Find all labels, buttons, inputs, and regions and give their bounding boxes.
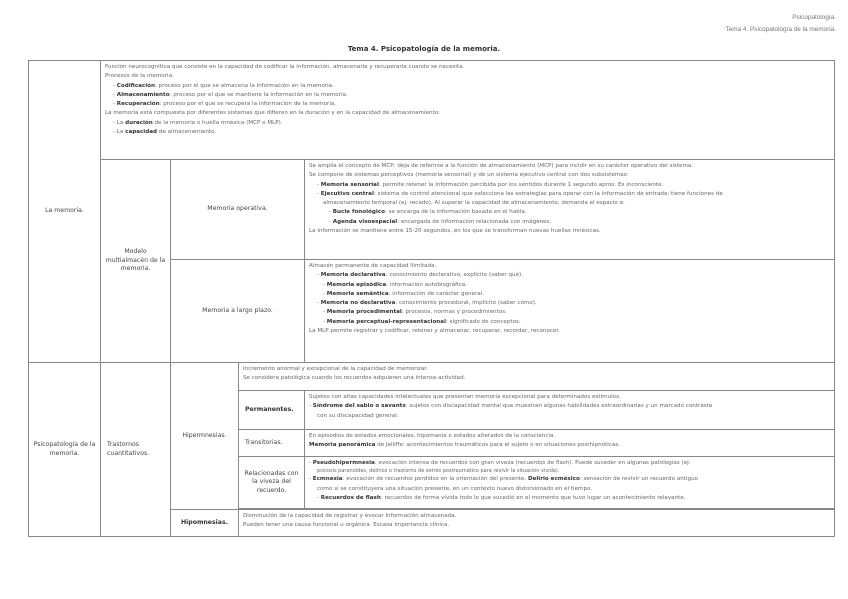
wm-line-1: Se amplía el concepto de MCP: deja de referirse a la función de almacenamiento (MCP) para incidir en su carácter operativo del sistema.	[309, 163, 694, 169]
memory-definition-cell	[101, 61, 835, 160]
desc: de almacenamiento.	[157, 129, 217, 136]
pre: La	[116, 129, 126, 136]
ltm-line-1: Almacén permanente de capacidad ilimitada.	[309, 263, 437, 269]
label-text: Permanentes.	[245, 405, 294, 413]
term: Memoria procedimental	[326, 309, 402, 316]
summary-table	[28, 60, 835, 537]
process-retrieval: - Recuperación: proceso por el que se recupera la información de la memoria.	[113, 101, 337, 108]
ltm-procedural: - Memoria procedimental: procesos, normas y procedimientos.	[323, 309, 507, 316]
permanent-content	[305, 391, 835, 430]
term: Pseudohipermnesia	[312, 460, 375, 466]
desc: : evocación de recuerdos perdidos en la orientación del presente.	[342, 476, 528, 483]
hypo-line-1: Disminución de la capacidad de registrar y evocar información almacenada.	[243, 513, 457, 519]
term: Recuperación	[116, 101, 160, 108]
desc: : evocación intensa de recuerdos con gran viveza (recuerdos de flash). Puede suceder en algunas patologías (ej:	[374, 460, 691, 466]
ltm-episodic: - Memoria episódica: información autobiográfica.	[323, 281, 467, 288]
hypermnesia-intro	[239, 363, 835, 391]
quantitative-disorders-label: Trastornos cuantitativos.	[101, 363, 171, 537]
model-label: Modelo multialmacén de la memoria.	[101, 160, 171, 363]
term: Bucle fonológico	[332, 209, 385, 216]
term: Síndrome del sabio o savants	[312, 403, 406, 410]
permanent-label	[239, 391, 305, 430]
long-term-memory-label: Memoria a largo plazo.	[171, 260, 305, 363]
processes-heading: Procesos de la memoria:	[105, 73, 174, 80]
ltm-declarative: - Memoria declarativa: conocimiento declarativo, explícito (saber qué).	[317, 272, 523, 279]
desc: : información de carácter general.	[388, 290, 485, 297]
row-memory-intro	[29, 61, 835, 160]
desc: : conocimiento declarativo, explícito (saber qué).	[385, 272, 523, 279]
ltm-perceptual: - Memoria perceptual-representacional: significado de conceptos.	[323, 318, 521, 325]
desc: : proceso por el que se recupera la información de la memoria.	[159, 101, 337, 108]
term: Memoria sensorial	[320, 181, 379, 188]
desc: : sujetos con discapacidad mental que muestran algunas habilidades extraordinarias y un marcado contraste	[405, 403, 713, 410]
term-2: Delirio ecmésico	[527, 476, 580, 483]
ltm-non-declarative: - Memoria no declarativa: conocimiento procedural, implícito (saber cómo).	[317, 300, 537, 307]
pre: La	[116, 119, 126, 126]
term: Memoria no declarativa	[320, 300, 396, 307]
section-label-psychopathology: Psicopatología de la memoria.	[29, 363, 101, 537]
desc: : significado de conceptos.	[445, 318, 521, 325]
desc: : recuerdos de forma vívida todo lo que sucedió en el momento que tuvo lugar un acontecimiento relevante.	[380, 494, 686, 501]
perm-savant: - Síndrome del sabio o savants: sujetos con discapacidad mental que muestran algunas habilidades extraordinarias y un marcado contraste	[309, 403, 713, 410]
hypomnesia-label	[171, 510, 239, 537]
page-title: Tema 4. Psicopatología de la memoria.	[347, 45, 501, 53]
row-hypermnesia-intro	[29, 363, 835, 391]
desc: de Jelliffe: acontecimientos traumáticos para el sujeto o en situaciones posthipnóticas.	[375, 442, 621, 449]
row-working-memory	[29, 160, 835, 260]
ltm-line-2: La MLP permite registrar y codificar, retener y almacenar, recuperar, recordar, reconocer.	[309, 328, 560, 335]
hyper-intro-1: Incremento anormal y excepcional de la capacidad de memorizar.	[243, 366, 428, 372]
desc: : información autobiográfica.	[386, 281, 467, 288]
term: Memoria semántica	[326, 290, 389, 297]
desc: : se encarga de la información basada en el habla.	[384, 209, 527, 216]
desc: : procesos, normas y procedimientos.	[401, 309, 507, 316]
process-encoding: - Codificación: proceso por el que se almacena la información en la memoria.	[113, 82, 334, 89]
header-topic: Tema 4. Psicopatología de la memoria.	[725, 26, 836, 33]
systems-line: La memoria está compuesta por diferentes sistemas que difieren en la duración y en la capacidad de almacenamiento:	[105, 110, 441, 117]
hypo-line-2: Pueden tener una causa funcional u orgánica. Escasa importancia clínica.	[243, 522, 450, 529]
term: duración	[125, 119, 153, 126]
wm-executive-cont: almacenamiento temporal (ej: recado). Al superar la capacidad de almacenamiento, demanda el espacio a:	[323, 200, 625, 207]
trans-line-1: En episodios de estados emocionales, hipomanía o estados alterados de la consciencia.	[309, 433, 556, 439]
desc-2: : sensación de revivir un recuerdo antiguo	[579, 476, 699, 483]
term: Memoria episódica	[326, 281, 387, 288]
desc: : permite retener la información percibida por los sentidos durante 1 segundo aprox. Es inconsciente.	[378, 181, 664, 188]
term: Memoria perceptual-representacional	[326, 318, 446, 325]
wm-sensory: - Memoria sensorial: permite retener la información percibida por los sentidos durante 1 segundo aprox. Es inconsciente.	[317, 181, 664, 188]
definition-line: Función neurocognitiva que consiste en la capacidad de codificar la información, almacenarla y recuperarla cuando se necesita.	[105, 64, 465, 70]
term: Memoria panorámica	[309, 442, 376, 449]
term: Ejecutivo central	[320, 190, 374, 197]
desc: : encargada de información relacionada con imágenes.	[397, 218, 552, 225]
wm-line-2: Se compone de sistemas perceptivos (memoria sensorial) y de un sistema ejecutivo central con dos subsistemas:	[309, 172, 629, 179]
viv-pseudo: - Pseudohipermnesia: evocación intensa de recuerdos con gran viveza (recuerdos de flash). Puede suceder en algunas patologías (ej:	[309, 460, 691, 466]
working-memory-content	[305, 160, 835, 260]
term: Ecmnesia	[312, 476, 343, 483]
vividness-label: Relacionadas con la viveza del recuerdo.	[239, 457, 305, 509]
desc: : conocimiento procedural, implícito (saber cómo).	[395, 300, 537, 307]
hyper-intro-2: Se considera patológica cuando los recuerdos adquieren una intensa actividad.	[243, 375, 466, 382]
wm-line-3: La información se mantiene entre 15-20 segundos, en los que se transforman nuevas huellas mnésicas.	[309, 228, 601, 235]
system-capacity: - La capacidad de almacenamiento.	[113, 129, 217, 136]
desc: : sistema de control atencional que selecciona las estrategias para operar con la información de entrada; tiene funciones de	[373, 190, 723, 197]
term: Codificación	[116, 82, 155, 89]
vividness-content	[305, 457, 835, 509]
desc: de la memoria o huella mnésica (MCP o MLP).	[152, 119, 283, 126]
hypomnesia-content	[239, 510, 835, 537]
term: Agenda visoespacial	[332, 218, 398, 225]
hypermnesia-label: Hipermnesias.	[171, 363, 239, 510]
wm-phonological-loop: - Bucle fonológico: se encarga de la información basada en el habla.	[329, 209, 527, 216]
viv-ecmnesia: - Ecmnesia: evocación de recuerdos perdidos en la orientación del presente. Delirio ecmésico: sensación de revivir un recuerdo antiguo	[309, 476, 699, 483]
transitory-label	[239, 430, 305, 457]
section-label-memory: La memoria.	[29, 61, 101, 363]
label-text: Hipomnesias.	[180, 518, 229, 526]
perm-line-1: Sujetos con altas capacidades intelectuales que presentan memoria excepcional para determinados estímulos.	[309, 394, 621, 400]
term: Almacenamiento	[116, 91, 170, 98]
viv-ecmnesia-cont: como si se constituyera una situación presente, en un contexto nuevo distorsionado en el tiempo.	[317, 485, 593, 492]
wm-executive: - Ejecutivo central: sistema de control atencional que selecciona las estrategias para operar con la información de entrada; tiene funciones de	[317, 190, 723, 197]
viv-pseudo-cont: psicosis paranoides, delirios o trastorno de estrés postraumático para revivir la situación vivida).	[317, 468, 560, 475]
transitory-content	[305, 430, 835, 457]
term: Memoria declarativa	[320, 272, 386, 279]
working-memory-label: Memoria operativa.	[171, 160, 305, 260]
trans-panoramic	[309, 441, 830, 450]
term: capacidad	[125, 129, 158, 136]
term: Recuerdos de flash	[320, 494, 381, 501]
wm-visuospatial: - Agenda visoespacial: encargada de información relacionada con imágenes.	[329, 218, 552, 225]
perm-savant-cont: con su discapacidad general.	[317, 412, 399, 419]
viv-flash: - Recuerdos de flash: recuerdos de forma vívida todo lo que sucedió en el momento que tuvo lugar un acontecimiento relevante.	[317, 494, 686, 501]
process-storage: - Almacenamiento: proceso por el que se mantiene la información en la memoria.	[113, 91, 348, 98]
desc: : proceso por el que se mantiene la información en la memoria.	[169, 91, 348, 98]
system-duration: - La duración de la memoria o huella mnésica (MCP o MLP).	[113, 119, 283, 126]
desc: : proceso por el que se almacena la información en la memoria.	[154, 82, 334, 89]
header-subject: Psicopatología.	[792, 14, 836, 21]
long-term-memory-content	[305, 260, 835, 363]
label-text: Transitorias.	[245, 438, 283, 446]
ltm-semantic: - Memoria semántica: información de carácter general.	[323, 290, 485, 297]
